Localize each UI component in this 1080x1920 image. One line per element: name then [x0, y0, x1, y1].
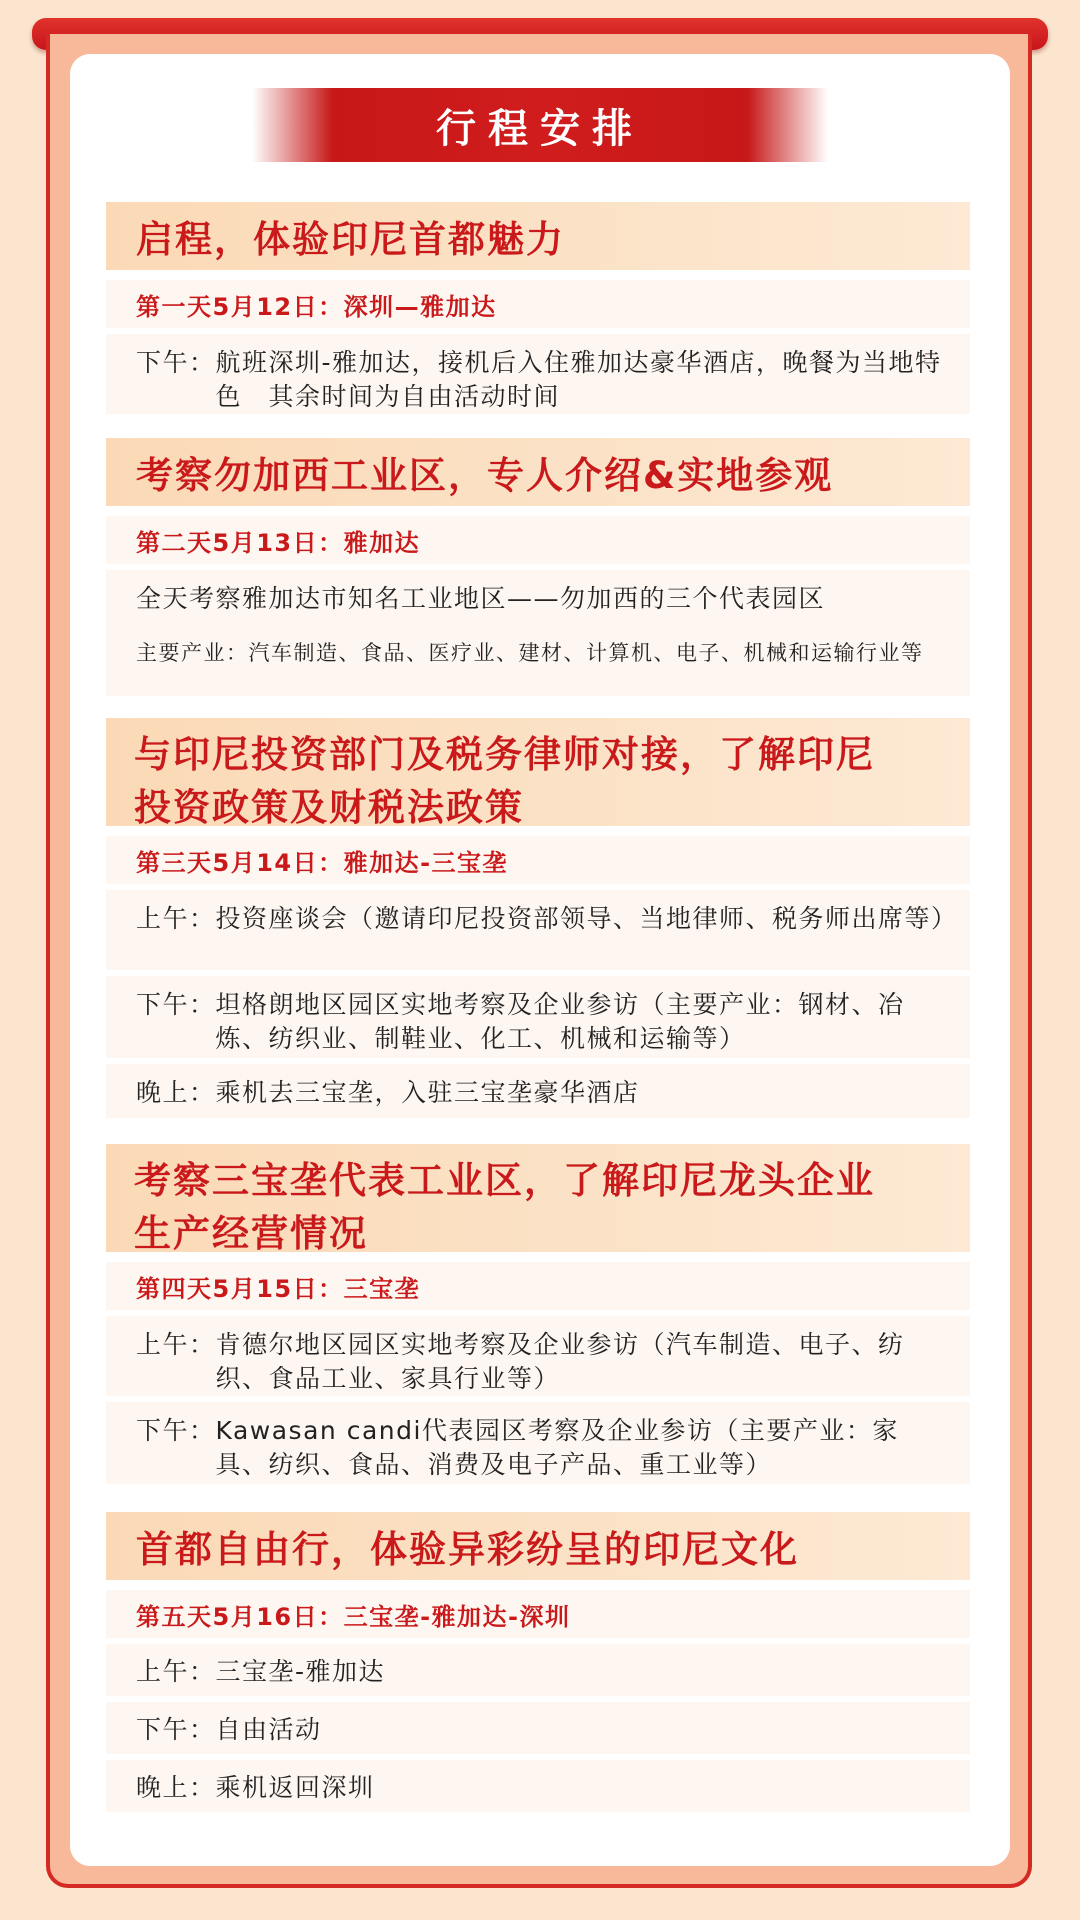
section-header-line: 投资政策及财税法政策 [134, 786, 524, 829]
section-header-line: 生产经营情况 [134, 1212, 368, 1255]
item-text: 三宝垄-雅加达 [215, 1657, 386, 1686]
time-label: 下午： [136, 1416, 216, 1445]
time-label: 下午： [136, 348, 216, 377]
item-text: 乘机去三宝垄，入驻三宝垄豪华酒店 [215, 1078, 640, 1107]
section-header-2: 考察勿加西工业区，专人介绍&实地参观 [106, 438, 970, 506]
item-text: 坦格朗地区园区实地考察及企业参访（主要产业：钢材、冶炼、纺织业、制鞋业、化工、机械和运输等） [215, 990, 905, 1053]
section-header-5: 首都自由行，体验异彩纷呈的印尼文化 [106, 1512, 970, 1580]
section-header-line: 与印尼投资部门及税务律师对接，了解印尼 [134, 733, 875, 776]
title-banner [252, 88, 828, 162]
item-text: 自由活动 [215, 1715, 322, 1744]
item-text: 肯德尔地区园区实地考察及企业参访（汽车制造、电子、纺织、食品工业、家具行业等） [215, 1330, 905, 1393]
section-header-line: 考察三宝垄代表工业区，了解印尼龙头企业 [134, 1159, 875, 1202]
time-label: 下午： [136, 1715, 216, 1744]
time-label: 晚上： [136, 1773, 216, 1802]
day-heading-2: 第二天5月13日：雅加达 [106, 516, 970, 564]
section-header-1: 启程，体验印尼首都魅力 [106, 202, 970, 270]
day-heading-5: 第五天5月16日：三宝垄-雅加达-深圳 [106, 1590, 970, 1638]
schedule-item [106, 1316, 970, 1396]
day-heading-4: 第四天5月15日：三宝垄 [106, 1262, 970, 1310]
schedule-item [106, 890, 970, 970]
time-label: 上午： [136, 1330, 216, 1359]
schedule-item [106, 1064, 970, 1118]
schedule-item [106, 976, 970, 1058]
item-text: Kawasan candi代表园区考察及企业参访（主要产业：家具、纺织、食品、消费及电子产品、重工业等） [215, 1416, 899, 1479]
item-text: 航班深圳-雅加达，接机后入住雅加达豪华酒店，晚餐为当地特色 其余时间为自由活动时间 [215, 348, 942, 411]
schedule-item [106, 1402, 970, 1484]
day-heading-1: 第一天5月12日：深圳—雅加达 [106, 280, 970, 328]
section-header-3 [106, 718, 970, 829]
schedule-item [106, 624, 970, 696]
item-text: 乘机返回深圳 [215, 1773, 375, 1802]
section-header-4 [106, 1144, 970, 1255]
day-heading-3: 第三天5月14日：雅加达-三宝垄 [106, 836, 970, 884]
schedule-item [106, 334, 970, 414]
schedule-item [106, 1644, 970, 1696]
schedule-item: 全天考察雅加达市知名工业地区——勿加西的三个代表园区 [106, 570, 970, 624]
time-label: 上午： [136, 904, 216, 933]
page-title: 行程安排 [436, 105, 644, 152]
schedule-item [106, 1760, 970, 1812]
time-label: 晚上： [136, 1078, 216, 1107]
time-label: 上午： [136, 1657, 216, 1686]
time-label: 下午： [136, 990, 216, 1019]
schedule-item [106, 1702, 970, 1754]
industry-label: 主要产业： [136, 641, 249, 665]
item-text: 汽车制造、食品、医疗业、建材、计算机、电子、机械和运输行业等 [248, 641, 924, 665]
item-text: 投资座谈会（邀请印尼投资部领导、当地律师、税务师出席等） [215, 904, 958, 933]
